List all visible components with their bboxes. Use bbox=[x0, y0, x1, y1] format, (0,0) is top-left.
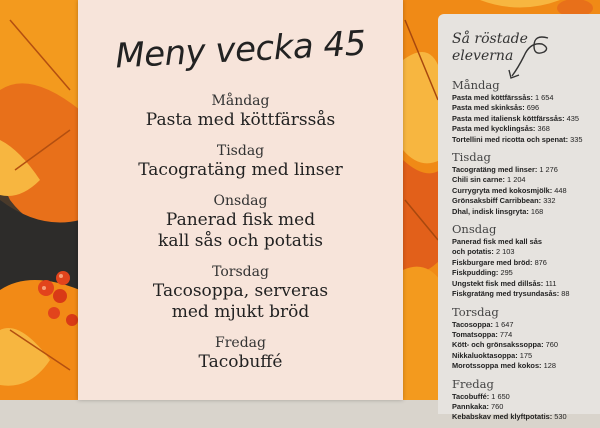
vote-day: Tisdag bbox=[452, 150, 491, 165]
vote-row bbox=[452, 412, 600, 422]
vote-count: 88 bbox=[561, 289, 570, 299]
vote-dish: Morotssoppa med kokos: bbox=[452, 361, 542, 371]
vote-section-tuesday bbox=[452, 150, 600, 217]
vote-dish: Pannkaka: bbox=[452, 401, 489, 411]
vote-count: 335 bbox=[570, 134, 583, 144]
vote-dish: Grönsaksbiff Carribbean: bbox=[452, 196, 542, 206]
dish-line: Tacogratäng med linser bbox=[138, 160, 343, 180]
vote-row bbox=[452, 237, 600, 247]
menu-day-thursday bbox=[78, 263, 403, 323]
vote-dish: Nikkaluoktasoppa: bbox=[452, 350, 518, 360]
vote-count: 111 bbox=[545, 278, 557, 288]
vote-row bbox=[452, 289, 600, 299]
vote-row bbox=[452, 93, 600, 103]
dish-line: med mjukt bröd bbox=[171, 302, 310, 322]
vote-dish: Kött- och grönsakssoppa: bbox=[452, 340, 544, 350]
vote-row bbox=[452, 114, 600, 124]
vote-row bbox=[452, 268, 600, 278]
dish-line: Tacosoppa, serveras bbox=[152, 281, 329, 301]
vote-dish: Tacosoppa: bbox=[452, 319, 493, 329]
vote-dish: Pasta med skinksås: bbox=[452, 103, 525, 113]
vote-dish: Chili sin carne: bbox=[452, 175, 505, 185]
vote-count: 435 bbox=[566, 113, 579, 123]
vote-row bbox=[452, 247, 600, 257]
vote-row bbox=[452, 103, 600, 113]
vote-section-monday bbox=[452, 78, 600, 145]
vote-dish: Fiskgratäng med trysundasås: bbox=[452, 289, 560, 299]
vote-row bbox=[452, 165, 600, 175]
vote-row bbox=[452, 392, 600, 402]
vote-count: 368 bbox=[537, 124, 550, 134]
vote-count: 128 bbox=[543, 361, 556, 371]
votes-title-line: eleverna bbox=[452, 48, 514, 64]
vote-count: 760 bbox=[545, 340, 558, 350]
vote-count: 1 276 bbox=[539, 165, 558, 175]
vote-row bbox=[452, 196, 600, 206]
vote-section-thursday bbox=[452, 305, 600, 372]
vote-count: 530 bbox=[554, 412, 567, 422]
menu-days-list bbox=[78, 92, 403, 384]
vote-dish: Panerad fisk med kall sås bbox=[452, 237, 542, 247]
vote-count: 295 bbox=[500, 268, 513, 278]
menu-day-wednesday bbox=[78, 192, 403, 252]
curly-arrow-icon bbox=[504, 32, 554, 82]
dish-line: kall sås och potatis bbox=[158, 231, 323, 251]
votes-list bbox=[452, 78, 600, 428]
vote-count: 1 650 bbox=[491, 391, 510, 401]
vote-row bbox=[452, 207, 600, 217]
vote-count: 696 bbox=[526, 103, 540, 113]
vote-row bbox=[452, 186, 600, 196]
vote-dish: Ungstekt fisk med dillsås: bbox=[452, 278, 544, 288]
vote-dish: Pasta med italiensk köttfärssås: bbox=[452, 113, 565, 123]
vote-row bbox=[452, 340, 600, 350]
vote-dish: Tortellini med ricotta och spenat: bbox=[452, 134, 569, 144]
vote-dish: Kebabskav med klyftpotatis: bbox=[452, 412, 553, 422]
vote-day: Torsdag bbox=[452, 304, 499, 319]
vote-count: 760 bbox=[491, 401, 504, 411]
vote-count: 1 647 bbox=[495, 319, 514, 329]
vote-row bbox=[452, 258, 600, 268]
vote-row bbox=[452, 361, 600, 371]
vote-day: Måndag bbox=[452, 78, 500, 92]
vote-row bbox=[452, 402, 600, 412]
dish-line: Tacobuffé bbox=[198, 352, 283, 372]
vote-row bbox=[452, 124, 600, 134]
vote-dish: Pasta med kycklingsås: bbox=[452, 124, 536, 134]
vote-row bbox=[452, 320, 600, 330]
day-name: Fredag bbox=[215, 335, 266, 351]
vote-count: 1 204 bbox=[507, 175, 526, 185]
menu-day-friday bbox=[78, 334, 403, 373]
vote-dish: Tacogratäng med linser: bbox=[452, 165, 538, 175]
vote-count: 448 bbox=[554, 185, 567, 195]
vote-dish: Tacobuffé: bbox=[452, 391, 490, 401]
vote-count: 2 103 bbox=[495, 247, 515, 257]
dish-line: Pasta med köttfärssås bbox=[145, 110, 336, 130]
day-name: Måndag bbox=[211, 93, 270, 109]
weekly-menu-card bbox=[78, 0, 403, 400]
vote-count: 175 bbox=[519, 350, 533, 360]
votes-title-line: Så röstade bbox=[452, 31, 528, 47]
vote-row bbox=[452, 330, 600, 340]
day-name: Torsdag bbox=[212, 264, 269, 280]
vote-count: 774 bbox=[499, 329, 513, 339]
vote-dish: Pasta med köttfärssås: bbox=[452, 93, 533, 102]
vote-count: 168 bbox=[530, 206, 544, 216]
vote-count: 1 654 bbox=[534, 93, 554, 102]
vote-day: Fredag bbox=[452, 376, 494, 391]
vote-row bbox=[452, 351, 600, 361]
menu-day-monday bbox=[78, 92, 403, 131]
vote-dish: Fiskpudding: bbox=[452, 268, 499, 278]
vote-dish: Dhal, indisk linsgryta: bbox=[452, 206, 529, 216]
vote-row bbox=[452, 279, 600, 289]
vote-dish: Tomatsoppa: bbox=[452, 329, 498, 339]
menu-day-tuesday bbox=[78, 142, 403, 181]
vote-dish: Fiskburgare med bröd: bbox=[452, 257, 533, 267]
vote-day: Onsdag bbox=[452, 222, 497, 237]
day-name: Onsdag bbox=[213, 193, 268, 209]
vote-dish: och potatis: bbox=[452, 247, 494, 257]
dish-line: Panerad fisk med bbox=[165, 210, 316, 230]
day-name: Tisdag bbox=[216, 143, 265, 159]
votes-panel bbox=[438, 14, 600, 422]
vote-row bbox=[452, 135, 600, 145]
menu-title: Meny vecka 45 bbox=[114, 23, 367, 77]
vote-section-wednesday bbox=[452, 222, 600, 299]
vote-row bbox=[452, 175, 600, 185]
vote-count: 332 bbox=[543, 196, 556, 206]
vote-dish: Currygryta med kokosmjölk: bbox=[452, 185, 553, 195]
vote-count: 876 bbox=[534, 257, 547, 267]
